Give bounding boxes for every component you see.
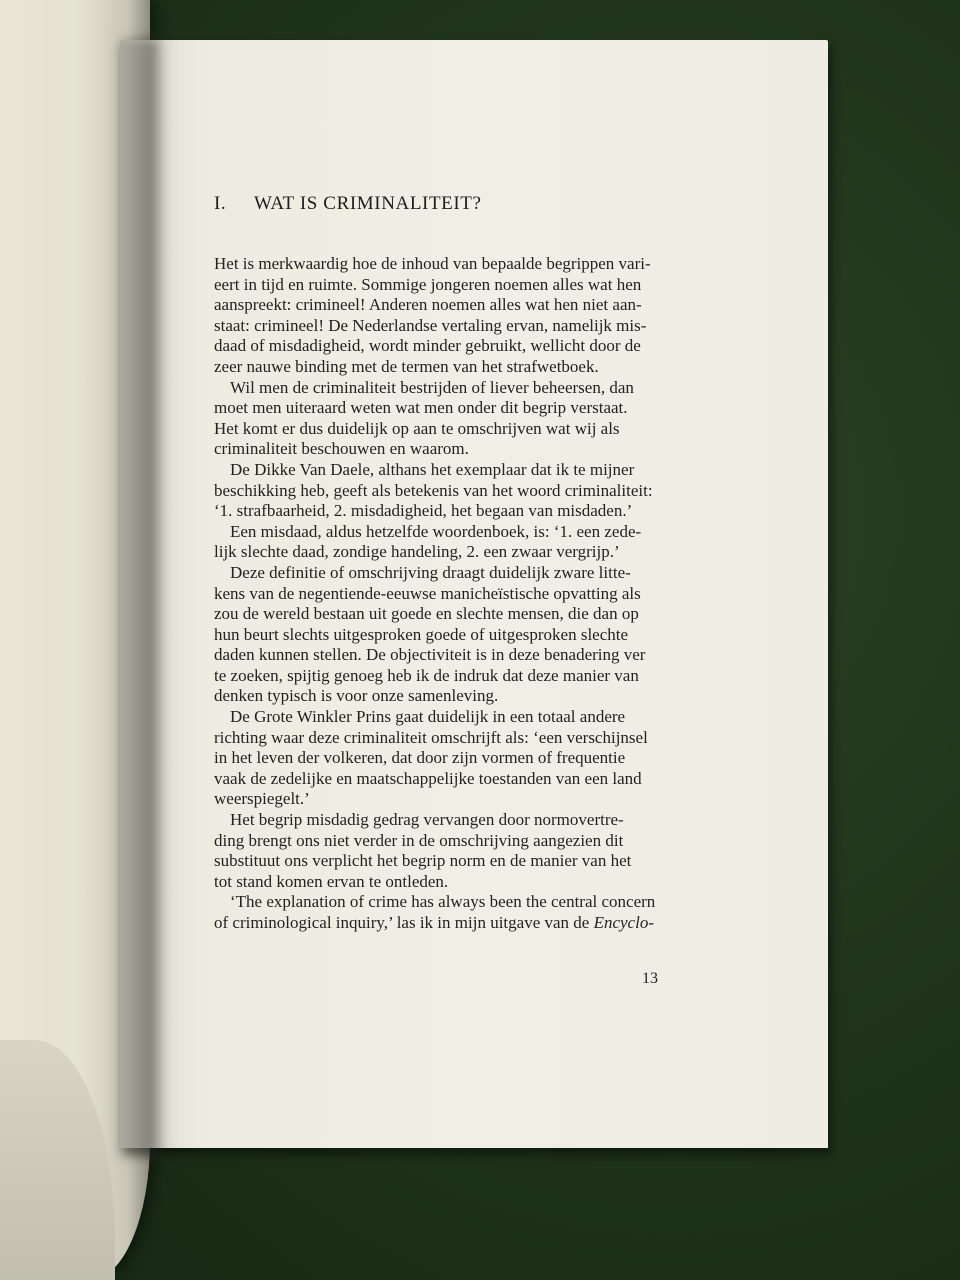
text-line (214, 378, 814, 399)
text-line-content: zeer nauwe binding met de termen van het strafwetboek. (214, 356, 599, 376)
text-line (214, 275, 814, 296)
chapter-title (214, 188, 814, 220)
text-line (214, 666, 814, 687)
chapter-title-text: WAT IS CRIMINALITEIT? (254, 193, 482, 214)
text-line-content: lijk slechte daad, zondige handeling, 2. een zwaar vergrijp.’ (214, 542, 620, 562)
text-line (214, 357, 814, 378)
text-line (214, 789, 814, 810)
text-line-content: substituut ons verplicht het begrip norm en de manier van het (214, 851, 632, 871)
text-line (214, 769, 814, 790)
text-line (214, 336, 814, 357)
text-line (214, 645, 814, 666)
body-text (214, 254, 814, 934)
text-line (214, 398, 814, 419)
text-line-content: Wil men de criminaliteit bestrijden of liever beheersen, dan (230, 377, 634, 397)
text-line-content: tot stand komen ervan te ontleden. (214, 871, 449, 891)
text-line (214, 810, 814, 831)
text-line (214, 439, 814, 460)
text-line-content: zou de wereld bestaan uit goede en slechte mensen, die dan op (214, 604, 639, 624)
text-line (214, 604, 814, 625)
text-line-content: hun beurt slechts uitgesproken goede of uitgesproken slechte (214, 624, 629, 644)
text-line-content: daad of misdadigheid, wordt minder gebruikt, wellicht door de (214, 336, 641, 356)
text-line-content: ding brengt ons niet verder in de omschrijving aangezien dit (214, 830, 624, 850)
text-line-content: Een misdaad, aldus hetzelfde woordenboek, is: ‘1. een zede- (230, 521, 642, 541)
text-line (214, 563, 814, 584)
text-line (214, 542, 814, 563)
text-line (214, 254, 814, 275)
text-line-content: beschikking heb, geeft als betekenis van het woord criminaliteit: (214, 480, 653, 500)
text-line-content: criminaliteit beschouwen en waarom. (214, 439, 469, 459)
text-line-content: ‘The explanation of crime has always been the central concern (230, 892, 656, 912)
book-page (120, 40, 828, 1148)
text-line (214, 481, 814, 502)
gutter-shadow (112, 38, 158, 1158)
text-line (214, 625, 814, 646)
text-line-content: staat: crimineel! De Nederlandse vertaling ervan, namelijk mis- (214, 315, 647, 335)
text-line-content: De Grote Winkler Prins gaat duidelijk in een totaal andere (230, 707, 626, 727)
text-line (214, 748, 814, 769)
text-line (214, 707, 814, 728)
text-line-content: aanspreekt: crimineel! Anderen noemen alles wat hen niet aan- (214, 295, 642, 315)
text-line (214, 584, 814, 605)
page-number: 13 (642, 970, 658, 987)
text-line (214, 501, 814, 522)
text-line (214, 295, 814, 316)
text-line (214, 913, 814, 934)
text-line-content: te zoeken, spijtig genoeg heb ik de indruk dat deze manier van (214, 665, 639, 685)
page-content (214, 188, 814, 934)
text-line-italic-tail: Encyclo- (593, 913, 654, 932)
text-line-content: vaak de zedelijke en maatschappelijke toestanden van een land (214, 768, 642, 788)
text-line-content: ‘1. strafbaarheid, 2. misdadigheid, het begaan van misdaden.’ (214, 501, 633, 521)
text-line-content: daden kunnen stellen. De objectiviteit is in deze benadering ver (214, 645, 646, 665)
text-line-content: kens van de negentiende-eeuwse manicheïstische opvatting als (214, 583, 641, 603)
text-line-content: De Dikke Van Daele, althans het exemplaar dat ik te mijner (230, 459, 635, 479)
text-line (214, 892, 814, 913)
text-line (214, 522, 814, 543)
text-line-content: moet men uiteraard weten wat men onder dit begrip verstaat. (214, 398, 628, 418)
text-line-content: richting waar deze criminaliteit omschrijft als: ‘een verschijnsel (214, 727, 648, 747)
text-line (214, 686, 814, 707)
text-line-content: Deze definitie of omschrijving draagt duidelijk zware litte- (230, 562, 631, 582)
text-line (214, 460, 814, 481)
text-line (214, 419, 814, 440)
text-line-content: eert in tijd en ruimte. Sommige jongeren noemen alles wat hen (214, 274, 642, 294)
text-line-content: denken typisch is voor onze samenleving. (214, 686, 499, 706)
text-line (214, 872, 814, 893)
chapter-number: I. (214, 193, 227, 214)
text-line (214, 831, 814, 852)
text-line-content: in het leven der volkeren, dat door zijn vormen of frequentie (214, 748, 626, 768)
text-line-content: Het begrip misdadig gedrag vervangen door normovertre- (230, 810, 624, 830)
text-line (214, 851, 814, 872)
text-line-content: of criminological inquiry,’ las ik in mijn uitgave van de (214, 913, 594, 932)
text-line (214, 316, 814, 337)
text-line-content: weerspiegelt.’ (214, 789, 310, 809)
text-line (214, 728, 814, 749)
text-line-content: Het is merkwaardig hoe de inhoud van bepaalde begrippen vari- (214, 254, 651, 273)
text-line-content: Het komt er dus duidelijk op aan te omschrijven wat wij als (214, 418, 620, 438)
